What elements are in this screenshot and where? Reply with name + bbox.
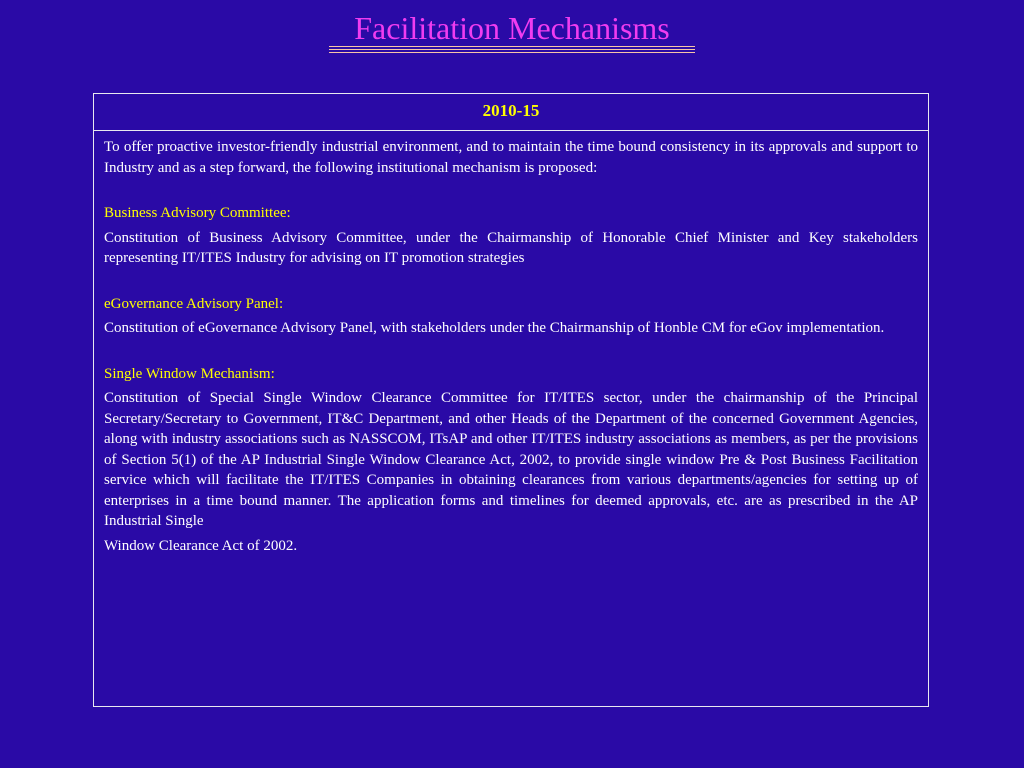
intro-paragraph: To offer proactive investor-friendly industrial environment, and to maintain the time bound consistency in its approvals and support to Industry and as a step forward, the following institutional mechanism is proposed: <box>104 139 918 176</box>
egovernance-heading: eGovernance Advisory Panel: <box>104 295 284 312</box>
single-window-body: Constitution of Special Single Window Clearance Committee for IT/ITES sector, under the chairmanship of the Principal Secretary/Secretary to Government, IT&C Department, and other Heads of the Department of the concerned Government Agencies, along with industry associations such as NASSCOM, ITsAP and other IT/ITES industry associations as members, as per the provisions of Section 5(1) of the AP Industrial Single Window Clearance Act, 2002, to provide single window Pre & Post Business Facilitation service which will facilitate the IT/ITES Companies in obtaining clearances from various departments/agencies for setting up of enterprises in a time bound manner. The application forms and timelines for deemed approvals, etc. are as prescribed in the AP Industrial Single <box>104 390 918 529</box>
business-advisory-body: Constitution of Business Advisory Committee, under the Chairmanship of Honorable Chief Minister and Key stakeholders representing IT/ITES Industry for advising on IT promotion strategies <box>104 229 918 266</box>
panel-body <box>94 131 928 556</box>
title-underline-2 <box>329 49 695 50</box>
title-underline-3 <box>329 52 695 53</box>
content-panel <box>93 93 929 707</box>
title-underline-1 <box>329 46 695 47</box>
egovernance-body: Constitution of eGovernance Advisory Panel, with stakeholders under the Chairmanship of Honble CM for eGov implementation. <box>104 320 885 336</box>
page-title: Facilitation Mechanisms <box>354 10 670 46</box>
business-advisory-heading: Business Advisory Committee: <box>104 205 291 221</box>
single-window-body-tail: Window Clearance Act of 2002. <box>104 537 298 554</box>
single-window-heading: Single Window Mechanism: <box>104 365 275 382</box>
panel-header: 2010-15 <box>94 94 928 131</box>
